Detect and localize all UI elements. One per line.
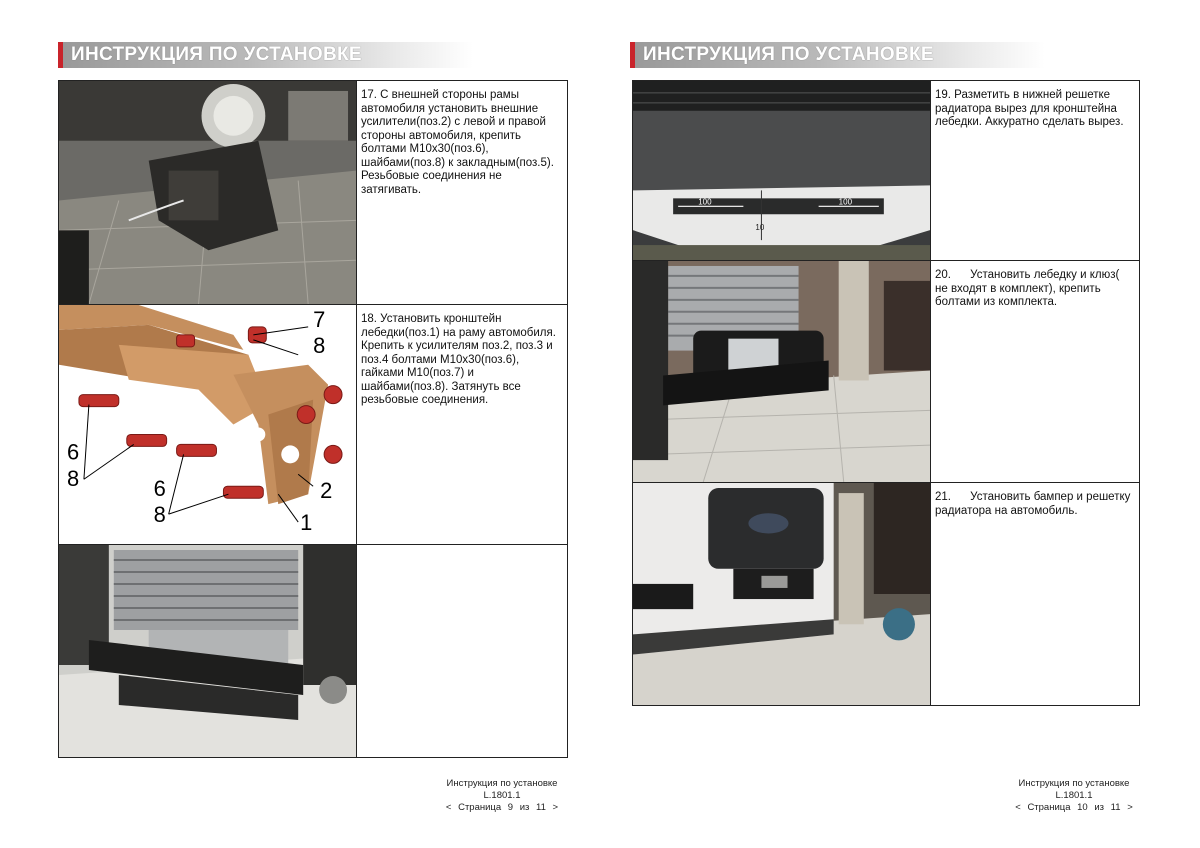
radiator-photo [59, 545, 357, 757]
empty-text-cell [357, 545, 567, 757]
step-19-photo [633, 81, 931, 261]
prev-page-marker: < [445, 802, 452, 813]
prev-page-marker: < [1015, 802, 1021, 813]
dim-right: 100 [838, 197, 853, 207]
dim-left: 100 [698, 197, 712, 207]
step-18-diagram [59, 305, 357, 545]
footer-doc-title: Инструкция по установке L.1801.1 [1018, 778, 1130, 801]
page-word: Страница [1027, 802, 1071, 813]
steps-table [58, 80, 568, 758]
page-word: Страница [458, 802, 502, 813]
next-page-marker: > [552, 802, 559, 813]
callout-7: 7 [313, 306, 326, 332]
page-number: 10 [1077, 802, 1088, 813]
callout-1: 1 [300, 510, 313, 536]
step-17-text: 17. С внешней стороны рамы автомобиля установить внешние усилители(поз.2) с левой и правой стороны автомобиля, крепить болтами М10х30(поз.6), шайбами(поз.8) к закладным(поз.5). Резьбовые соединения не затягивать. [357, 81, 567, 305]
step-21-photo [633, 483, 931, 705]
page-footer [1004, 778, 1144, 814]
callout-2: 2 [320, 478, 333, 504]
callout-8-left: 8 [66, 466, 80, 492]
section-header-title: ИНСТРУКЦИЯ ПО УСТАНОВКЕ [643, 44, 934, 65]
step-20-text: 20. Установить лебедку и клюз( не входят в комплект), крепить болтами из комплекта. [931, 261, 1139, 483]
page-total: 11 [1110, 802, 1121, 813]
section-header [630, 42, 1045, 68]
step-20-photo [633, 261, 931, 483]
step-21-text: 21. Установить бампер и решетку радиатора на автомобиль. [935, 491, 1134, 517]
step-18-text: 18. Установить кронштейн лебедки(поз.1) на раму автомобиля. Крепить к усилителям поз.2, поз.3 и поз.4 болтами М10х30(поз.6), гайками М10(поз.7) и шайбами(поз.8). Затянуть все резьбовые соединения. [357, 305, 567, 545]
section-header [58, 42, 473, 68]
footer-doc-title: Инструкция по установке L.1801.1 [446, 778, 558, 801]
callout-8-mid: 8 [153, 502, 166, 528]
step-17-photo [59, 81, 357, 305]
callout-6-mid: 6 [153, 476, 166, 502]
callout-6-left: 6 [66, 439, 80, 465]
step-19-text: 19. Разметить в нижней решетке радиатора вырез для кронштейна лебедки. Аккуратно сделать вырез. [931, 81, 1139, 261]
page-right [600, 0, 1200, 848]
page-of: из [1094, 802, 1105, 813]
page-number: 9 [507, 802, 514, 813]
page-indicator [1004, 802, 1144, 814]
dim-height: 10 [755, 223, 765, 233]
section-header-title: ИНСТРУКЦИЯ ПО УСТАНОВКЕ [71, 44, 362, 65]
page-indicator [432, 802, 572, 814]
steps-table [632, 80, 1140, 706]
page-of: из [519, 802, 530, 813]
next-page-marker: > [1127, 802, 1133, 813]
page-total: 11 [536, 802, 546, 813]
callout-8-top: 8 [313, 332, 326, 358]
page-footer [432, 778, 572, 814]
